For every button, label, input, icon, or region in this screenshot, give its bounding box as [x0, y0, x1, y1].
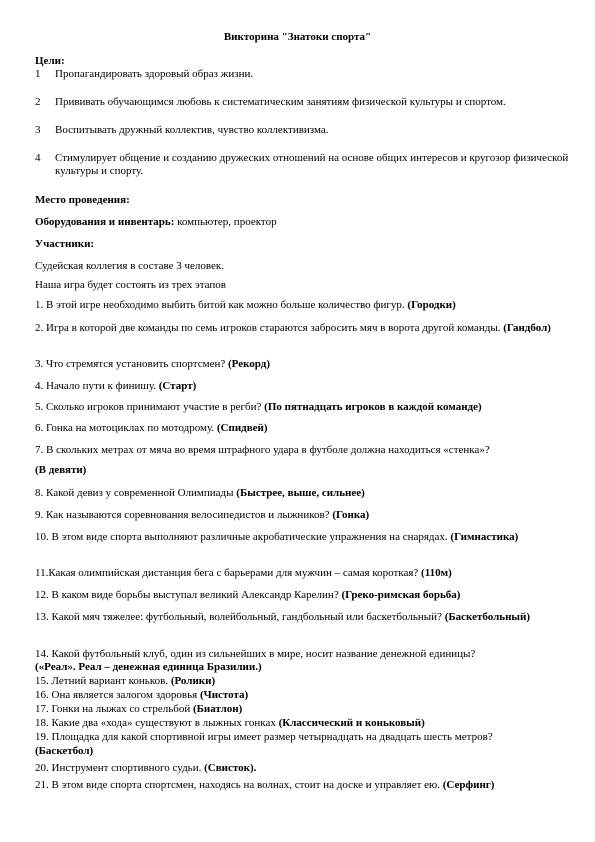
question-item — [35, 322, 565, 335]
question-text: 16. Она является залогом здоровья — [35, 689, 200, 701]
question-answer: («Реал». Реал – денежная единица Бразилии.) — [35, 661, 262, 673]
venue-label: Место проведения: — [35, 194, 130, 206]
equipment-label: Оборудования и инвентарь: — [35, 216, 175, 228]
goal-number: 1 — [35, 68, 41, 80]
question-item — [35, 689, 565, 702]
goal-text: Воспитывать дружный коллектив, чувство коллективизма. — [55, 124, 329, 136]
goal-text: Стимулирует общение и созданию дружеских отношений на основе общих интересов и кругозор физической культуры и спорту. — [55, 152, 569, 177]
question-text: 10. В этом виде спорта выполняют различные акробатические упражнения на снарядах. — [35, 531, 451, 543]
question-item — [35, 401, 565, 414]
question-item — [35, 531, 565, 544]
stages-text: Наша игра будет состоять из трех этапов — [35, 279, 226, 291]
goal-text: Пропагандировать здоровый образ жизни. — [55, 68, 254, 80]
goal-number: 4 — [35, 152, 41, 164]
question-answer: (Ролики) — [170, 675, 216, 687]
question-answer: (110м) — [421, 567, 452, 579]
document-title: Викторина "Знатоки спорта" — [223, 31, 372, 43]
question-text: 12. В каком виде борьбы выступал великий Александр Карелин? — [35, 589, 342, 601]
question-item — [35, 779, 565, 792]
question-item — [35, 567, 565, 580]
question-text: 21. В этом виде спорта спортсмен, находясь на волнах, стоит на доске и управляет ею. — [35, 779, 443, 791]
question-text: 14. Какой футбольный клуб, один из сильнейших в мире, носит название денежной единицы? — [35, 648, 476, 660]
question-item — [35, 299, 565, 312]
question-item — [35, 380, 565, 393]
question-answer: (Быстрее, выше, сильнее) — [236, 487, 365, 499]
question-answer: (Баскетбольный) — [444, 611, 530, 623]
question-item — [35, 358, 565, 371]
goal-number: 2 — [35, 96, 41, 108]
question-item — [35, 762, 565, 775]
question-answer: (Серфинг) — [442, 779, 495, 791]
question-text: 20. Инструмент спортивного судьи. — [35, 762, 205, 774]
question-text: 17. Гонки на лыжах со стрельбой — [35, 703, 193, 715]
question-text: 7. В скольких метрах от мяча во время штрафного удара в футболе должна находиться «стенка»? — [35, 444, 490, 456]
goals-heading: Цели: — [35, 55, 65, 67]
question-item — [35, 675, 565, 688]
question-answer: (Рекорд) — [227, 358, 270, 370]
question-text: 3. Что стремятся установить спортсмен? — [35, 358, 228, 370]
question-item — [35, 589, 565, 602]
question-item — [35, 422, 565, 435]
question-item — [35, 703, 565, 716]
question-answer: (Свисток). — [204, 762, 257, 774]
goal-number: 3 — [35, 124, 41, 136]
question-answer: (Баскетбол) — [35, 745, 94, 757]
participants-label: Участники: — [35, 238, 95, 250]
question-text: 18. Какие два «хода» существуют в лыжных гонках — [35, 717, 279, 729]
question-answer: (По пятнадцать игроков в каждой команде) — [264, 401, 482, 413]
question-text: 5. Сколько игроков принимают участие в регби? — [35, 401, 265, 413]
question-answer: (Гандбол) — [503, 322, 551, 334]
question-text: 2. Игра в которой две команды по семь игроков стараются забросить мяч в ворота другой команды. — [35, 322, 504, 334]
question-text: 4. Начало пути к финишу. — [35, 380, 159, 392]
question-answer: (Старт) — [158, 380, 197, 392]
equipment-value: компьютер, проектор — [174, 216, 277, 228]
question-item — [35, 611, 565, 624]
question-item — [35, 487, 565, 500]
jury-text: Судейская коллегия в составе 3 человек. — [35, 260, 225, 272]
question-item — [35, 509, 565, 522]
question-answer: (Спидвей) — [216, 422, 268, 434]
question-text: 11.Какая олимпийская дистанция бега с барьерами для мужчин – самая короткая? — [35, 567, 422, 579]
question-text: 1. В этой игре необходимо выбить битой как можно больше количество фигур. — [35, 299, 408, 311]
equipment-line — [35, 216, 565, 229]
question-text: 6. Гонка на мотоциклах по мотодрому. — [35, 422, 217, 434]
question-text: 15. Летний вариант коньков. — [35, 675, 171, 687]
goal-text: Прививать обучающимся любовь к систематическим занятиям физической культуры и спортом. — [55, 96, 506, 108]
question-answer: (Гимнастика) — [450, 531, 519, 543]
question-answer: (Классический и коньковый) — [278, 717, 425, 729]
question-answer: (В девяти) — [35, 464, 87, 476]
question-text: 13. Какой мяч тяжелее: футбольный, волейбольный, гандбольный или баскетбольный? — [35, 611, 445, 623]
question-answer: (Греко-римская борьба) — [341, 589, 461, 601]
question-text: 9. Как называются соревнования велосипедистов и лыжников? — [35, 509, 333, 521]
question-text: 8. Какой девиз у современной Олимпиады — [35, 487, 237, 499]
question-answer: (Городки) — [407, 299, 456, 311]
question-text: 19. Площадка для какой спортивной игры имеет размер четырнадцать на двадцать шесть метров? — [35, 731, 493, 743]
question-answer: (Биатлон) — [192, 703, 243, 715]
question-item — [35, 717, 565, 730]
question-answer: (Чистота) — [199, 689, 249, 701]
question-answer: (Гонка) — [332, 509, 370, 521]
